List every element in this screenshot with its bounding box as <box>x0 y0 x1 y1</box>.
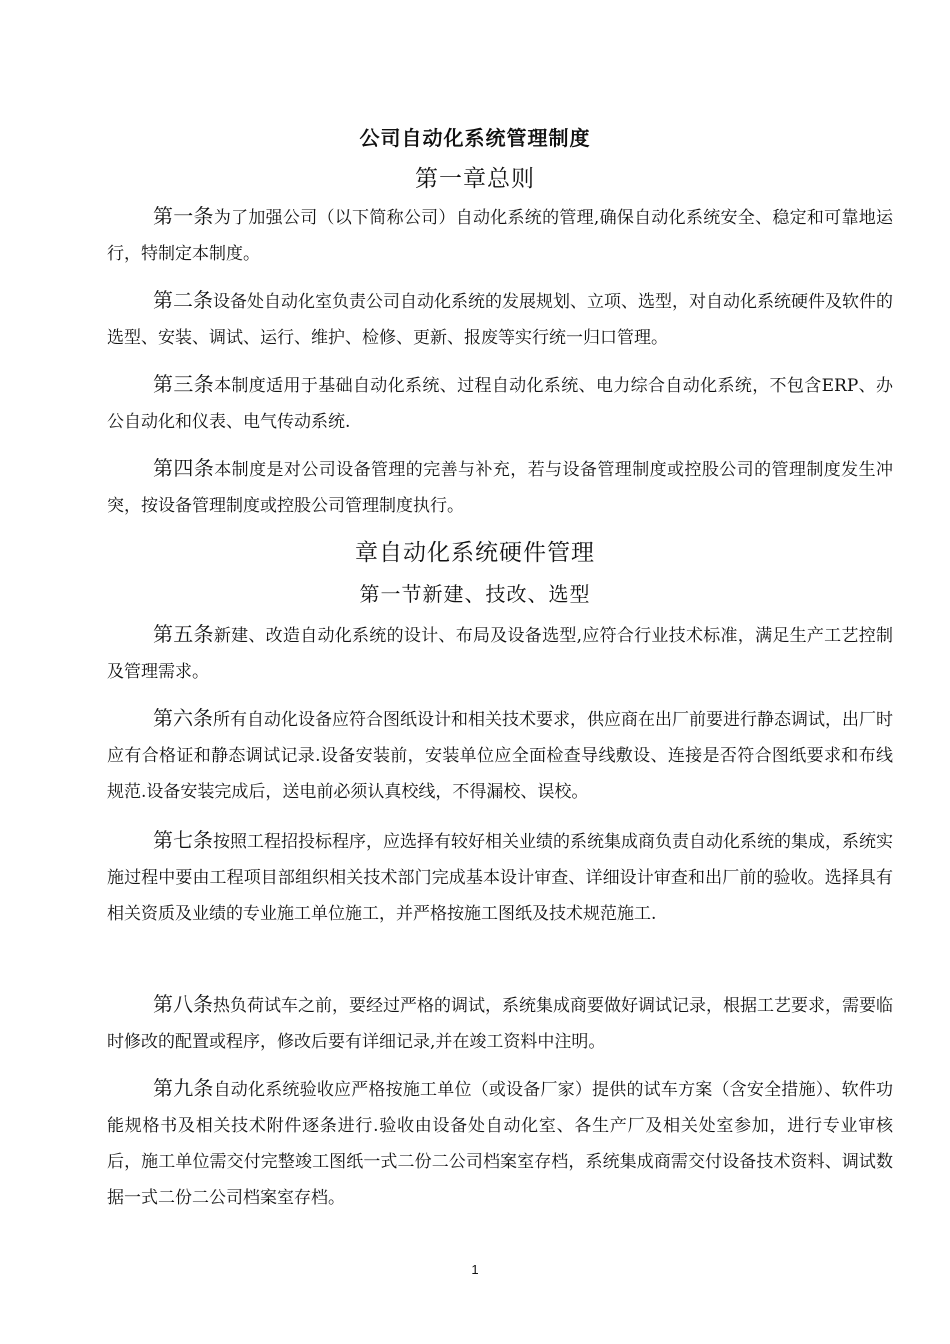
article-number: 第三条 <box>153 372 215 396</box>
article-number: 第九条 <box>153 1076 214 1100</box>
article-6 <box>107 700 893 810</box>
article-number: 第四条 <box>153 456 215 480</box>
article-9 <box>107 1070 893 1216</box>
article-5 <box>107 616 893 690</box>
article-text: 本制度是对公司设备管理的完善与补充，若与设备管理制度或控股公司的管理制度发生冲突，按设备管理制度或控股公司管理制度执行。 <box>107 460 894 516</box>
article-text: 新建、改造自动化系统的设计、布局及设备选型,应符合行业技术标准，满足生产工艺控制及管理需求。 <box>107 626 893 682</box>
page-number: 1 <box>471 1262 479 1277</box>
article-number: 第一条 <box>153 204 214 228</box>
document-title: 公司自动化系统管理制度 <box>359 126 591 150</box>
article-7 <box>107 822 893 932</box>
article-text: 按照工程招投标程序，应选择有较好相关业绩的系统集成商负责自动化系统的集成，系统实施过程中要由工程项目部组织相关技术部门完成基本设计审查、详细设计审查和出厂前的验收。选择具有相关资质及业绩的专业施工单位施工，并严格按施工图纸及技术规范施工. <box>107 832 893 924</box>
article-number: 第二条 <box>153 288 213 312</box>
article-text: 自动化系统验收应严格按施工单位（或设备厂家）提供的试车方案（含安全措施）、软件功能规格书及相关技术附件逐条进行.验收由设备处自动化室、各生产厂及相关处室参加，进行专业审核后，施工单位需交付完整竣工图纸一式二份二公司档案室存档，系统集成商需交付设备技术资料、调试数据一式二份二公司档案室存档。 <box>107 1080 894 1208</box>
article-text: 热负荷试车之前，要经过严格的调试，系统集成商要做好调试记录，根据工艺要求，需要临时修改的配置或程序，修改后要有详细记录,并在竣工资料中注明。 <box>107 996 893 1052</box>
chapter-heading-1: 第一章总则 <box>415 166 535 192</box>
article-1 <box>107 198 893 272</box>
section-heading-1: 第一节新建、技改、选型 <box>359 582 591 606</box>
article-number: 第六条 <box>153 706 213 730</box>
article-8 <box>107 986 893 1060</box>
article-text: 为了加强公司（以下简称公司）自动化系统的管理,确保自动化系统安全、稳定和可靠地运行，特制定本制度。 <box>107 208 893 264</box>
article-number: 第七条 <box>153 828 213 852</box>
article-text: 所有自动化设备应符合图纸设计和相关技术要求，供应商在出厂前要进行静态调试，出厂时应有合格证和静态调试记录.设备安装前，安装单位应全面检查导线敷设、连接是否符合图纸要求和布线规范.设备安装完成后，送电前必须认真校线，不得漏校、误校。 <box>107 710 893 802</box>
chapter-heading-2: 章自动化系统硬件管理 <box>355 540 595 566</box>
article-4 <box>107 450 893 524</box>
article-text: 本制度适用于基础自动化系统、过程自动化系统、电力综合自动化系统，不包含ERP、办公自动化和仪表、电气传动系统. <box>107 376 893 432</box>
article-3 <box>107 366 893 440</box>
article-text: 设备处自动化室负责公司自动化系统的发展规划、立项、选型，对自动化系统硬件及软件的选型、安装、调试、运行、维护、检修、更新、报废等实行统一归口管理。 <box>107 292 893 348</box>
article-number: 第八条 <box>153 992 213 1016</box>
article-number: 第五条 <box>153 622 214 646</box>
article-2 <box>107 282 893 356</box>
